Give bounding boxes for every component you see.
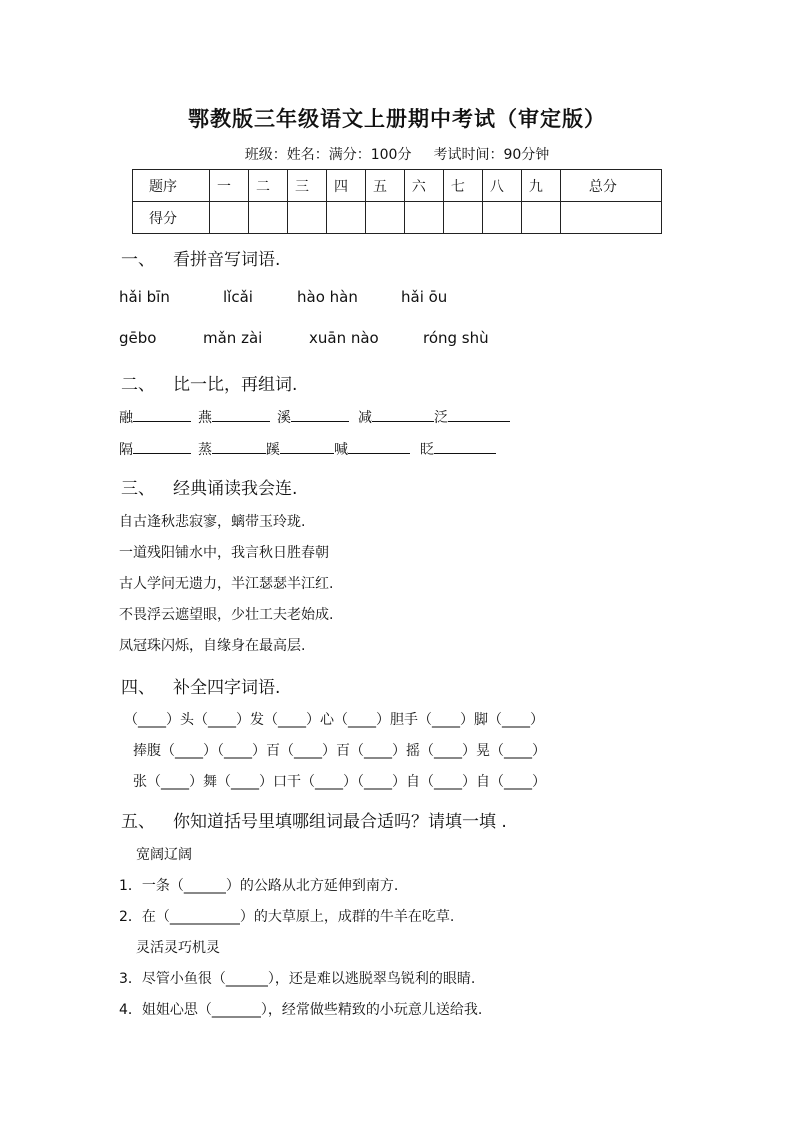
answer-blank[interactable]: [133, 407, 191, 422]
compare-char: 融: [119, 410, 133, 426]
answer-blank[interactable]: [212, 439, 266, 454]
section-number: 三、: [121, 479, 155, 499]
section-title: 比一比，再组词.: [173, 375, 298, 395]
answer-blank[interactable]: [348, 439, 410, 454]
fill-question: 1．一条（______）的公路从北方延伸到南方.: [119, 878, 399, 894]
compare-row-1: [119, 407, 510, 427]
section-title: 补全四字词语.: [173, 678, 281, 698]
score-input-cell[interactable]: [248, 202, 287, 234]
score-input-cell[interactable]: [365, 202, 404, 234]
idiom-line: 张（____）舞（____）口干（____）（____）自（____）自（____）: [133, 774, 546, 790]
answer-blank[interactable]: [280, 439, 334, 454]
section-5-heading: [121, 807, 507, 832]
answer-blank[interactable]: [291, 407, 349, 422]
score-table-cell: 八: [482, 170, 521, 202]
page-title: 鄂教版三年级语文上册期中考试（审定版）: [188, 106, 606, 131]
score-table-cell: 六: [404, 170, 443, 202]
score-table-cell: 一: [210, 170, 249, 202]
score-table-cell: 九: [521, 170, 560, 202]
compare-char: 溪: [277, 410, 291, 426]
poem-line: 古人学问无遗力，半江瑟瑟半江红.: [119, 576, 334, 592]
score-input-cell[interactable]: [521, 202, 560, 234]
compare-char: 蹊: [266, 442, 280, 458]
answer-blank[interactable]: [133, 439, 191, 454]
score-input-cell[interactable]: [482, 202, 521, 234]
exam-info: [0, 144, 794, 164]
section-3-heading: [121, 474, 297, 499]
score-table-cell: 五: [365, 170, 404, 202]
section-number: 四、: [121, 678, 155, 698]
section-4-heading: [121, 673, 280, 698]
compare-char: 燕: [198, 410, 212, 426]
score-table-cell: 三: [287, 170, 326, 202]
score-table: [132, 169, 662, 234]
compare-row-2: [119, 439, 496, 459]
score-table-cell: 二: [248, 170, 287, 202]
section-1-heading: [121, 245, 280, 270]
score-row-label: 得分: [133, 202, 210, 234]
fill-question: 4．姐姐心思（_______），经常做些精致的小玩意儿送给我.: [119, 1002, 483, 1018]
poem-line: 不畏浮云遮望眼，少壮工夫老始成.: [119, 607, 334, 623]
pinyin-item: hǎi ōu: [401, 288, 448, 306]
section-title: 经典诵读我会连.: [173, 479, 298, 499]
pinyin-item: xuān nào: [309, 329, 379, 347]
score-input-cell[interactable]: [443, 202, 482, 234]
pinyin-item: lǐcǎi: [223, 288, 253, 306]
section-number: 二、: [121, 375, 155, 395]
poem-line: 自古逢秋悲寂寥，螭带玉玲珑.: [119, 514, 306, 530]
idiom-line: 捧腹（____）（____）百（____）百（____）摇（____）晃（____）: [133, 743, 546, 759]
score-table-score-row: [133, 202, 662, 234]
word-group: 宽阔辽阔: [136, 847, 192, 863]
answer-blank[interactable]: [448, 407, 510, 422]
poem-line: 凤冠珠闪烁，自缘身在最高层.: [119, 638, 306, 654]
pinyin-item: róng shù: [423, 329, 489, 347]
section-title: 你知道括号里填哪组词最合适吗？请填一填 .: [173, 812, 507, 832]
exam-time: 考试时间：90分钟: [433, 147, 550, 163]
pinyin-item: hǎi bīn: [119, 288, 170, 306]
score-input-cell[interactable]: [287, 202, 326, 234]
compare-char: 泛: [434, 410, 448, 426]
score-input-cell[interactable]: [326, 202, 365, 234]
section-title: 看拼音写词语.: [173, 250, 281, 270]
answer-blank[interactable]: [372, 407, 434, 422]
score-input-cell[interactable]: [560, 202, 661, 234]
answer-blank[interactable]: [212, 407, 270, 422]
compare-char: 喊: [334, 442, 348, 458]
answer-blank[interactable]: [434, 439, 496, 454]
pinyin-item: gēbo: [119, 329, 157, 347]
class-info: 班级：姓名：满分：100分: [244, 147, 412, 163]
section-2-heading: [121, 370, 297, 395]
score-input-cell[interactable]: [404, 202, 443, 234]
fill-question: 2．在（__________）的大草原上，成群的牛羊在吃草.: [119, 909, 455, 925]
score-table-header-row: [133, 170, 662, 202]
poem-line: 一道残阳铺水中，我言秋日胜春朝: [119, 545, 329, 561]
score-table-cell: 七: [443, 170, 482, 202]
section-number: 一、: [121, 250, 155, 270]
pinyin-item: hào hàn: [297, 288, 358, 306]
compare-char: 隔: [119, 442, 133, 458]
compare-char: 蒸: [198, 442, 212, 458]
score-table-cell: 题序: [133, 170, 210, 202]
fill-question: 3．尽管小鱼很（______），还是难以逃脱翠鸟锐利的眼睛.: [119, 971, 476, 987]
compare-char: 眨: [420, 442, 434, 458]
pinyin-item: mǎn zài: [203, 329, 263, 347]
score-table-cell: 总分: [560, 170, 661, 202]
score-input-cell[interactable]: [210, 202, 249, 234]
section-number: 五、: [121, 812, 155, 832]
word-group: 灵活灵巧机灵: [136, 940, 220, 956]
idiom-line: （____）头（____）发（____）心（____）胆手（____）脚（____）: [124, 712, 544, 728]
score-table-cell: 四: [326, 170, 365, 202]
compare-char: 减: [358, 410, 372, 426]
